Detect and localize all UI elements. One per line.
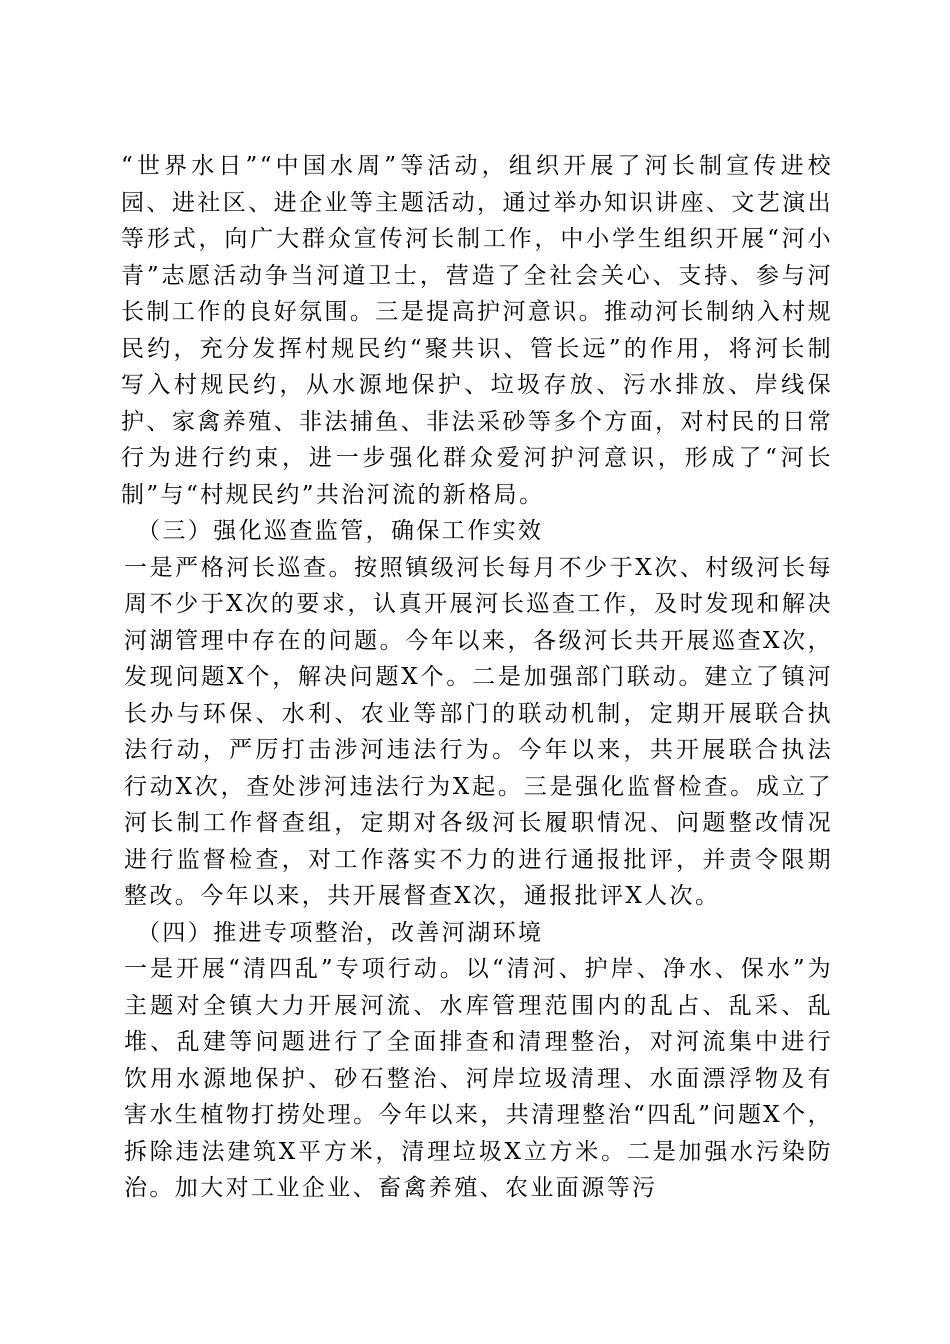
body-paragraph-rectification: 一是开展“清四乱”专项行动。以“清河、护岸、净水、保水”为主题对全镇大力开展河流、水库管理范围内的乱占、乱采、乱堆、乱建等问题进行了全面排查和清理整治，对河流集中进行饮用水源地保护、砂石整治、河岸垃圾清理、水面漂浮物及有害水生植物打捞处理。今年以来，共清理整治“四乱”问题X个，拆除违法建筑X平方米，清理垃圾X立方米。二是加强水污染防治。加大对工业企业、畜禽养殖、农业面源等污 bbox=[124, 956, 833, 1201]
section-heading-inspection: （三）强化巡查监管，确保工作实效 bbox=[137, 518, 544, 544]
section-heading-rectification: （四）推进专项整治，改善河湖环境 bbox=[137, 919, 544, 946]
document-body bbox=[121, 148, 833, 1207]
body-paragraph-inspection: 一是严格河长巡查。按照镇级河长每月不少于X次、村级河长每周不少于X次的要求，认真开展河长巡查工作，及时发现和解决河湖管理中存在的问题。今年以来，各级河长共开展巡查X次，发现问题X个，解决问题X个。二是加强部门联动。建立了镇河长办与环保、水利、农业等部门的联动机制，定期开展联合执法行动，严厉打击涉河违法行为。今年以来，共开展联合执法行动X次，查处涉河违法行为X起。三是强化监督检查。成立了河长制工作督查组，定期对各级河长履职情况、问题整改情况进行监督检查，对工作落实不力的进行通报批评，并责令限期整改。今年以来，共开展督查X次，通报批评X人次。 bbox=[124, 554, 833, 909]
body-paragraph-publicity: “世界水日”“中国水周”等活动，组织开展了河长制宣传进校园、进社区、进企业等主题活动，通过举办知识讲座、文艺演出等形式，向广大群众宣传河长制工作，中小学生组织开展“河小青”志愿活动争当河道卫士，营造了全社会关心、支持、参与河长制工作的良好氛围。三是提高护河意识。推动河长制纳入村规民约，充分发挥村规民约“聚共识、管长远”的作用，将河长制写入村规民约，从水源地保护、垃圾存放、污水排放、岸线保护、家禽养殖、非法捕鱼、非法采砂等多个方面，对村民的日常行为进行约束，进一步强化群众爱河护河意识，形成了“河长制”与“村规民约”共治河流的新格局。 bbox=[121, 153, 833, 508]
